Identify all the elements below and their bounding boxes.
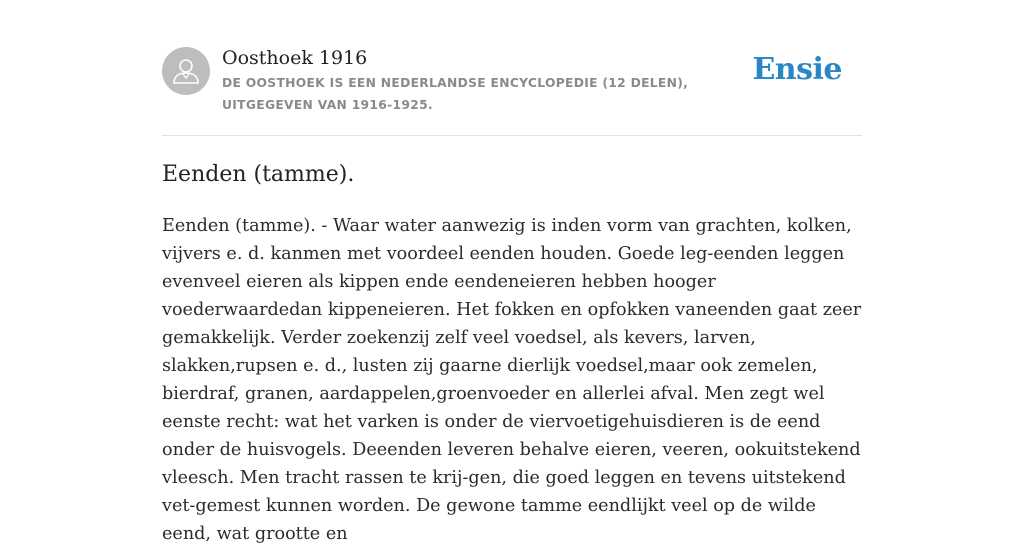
header-divider: [162, 135, 862, 136]
source-description: DE OOSTHOEK IS EEN NEDERLANDSE ENCYCLOPEDIE (12 DELEN), UITGEGEVEN VAN 1916-1925.: [222, 76, 689, 112]
entry-body: Eenden (tamme). - Waar water aanwezig is inden vorm van grachten, kolken, vijvers e. d. kanmen met voordeel eenden houden. Goede leg-eenden leggen evenveel eieren als kippen ende eendeneieren hebben hooger voederwaardedan kippeneieren. Het fokken en opfokken vaneenden gaat zeer gemakkelijk. Verder zoekenzij zelf veel voedsel, als kevers, larven, slakken,rupsen e. d., lusten zij gaarne dierlijk voedsel,maar ook zemelen, bierdraf, granen, aardappelen,groenvoeder en allerlei afval. Men zegt wel eenste recht: wat het varken is onder de viervoetigehuisdieren is de eend onder de huisvogels. Deeenden leveren behalve eieren, veeren, ookuitstekend vleesch. Men tracht rassen te krij-gen, die goed leggen en tevens uitstekend vet-gemest kunnen worden. De gewone tamme eendlijkt veel op de wilde eend, wat grootte en: [162, 216, 862, 544]
ensie-logo[interactable]: Ensie: [752, 52, 842, 87]
entry-title: Eenden (tamme).: [162, 162, 355, 187]
source-header: [162, 46, 862, 136]
source-title-link[interactable]: Oosthoek 1916: [222, 47, 368, 69]
user-silhouette-icon: [162, 47, 210, 95]
avatar[interactable]: [162, 47, 210, 95]
